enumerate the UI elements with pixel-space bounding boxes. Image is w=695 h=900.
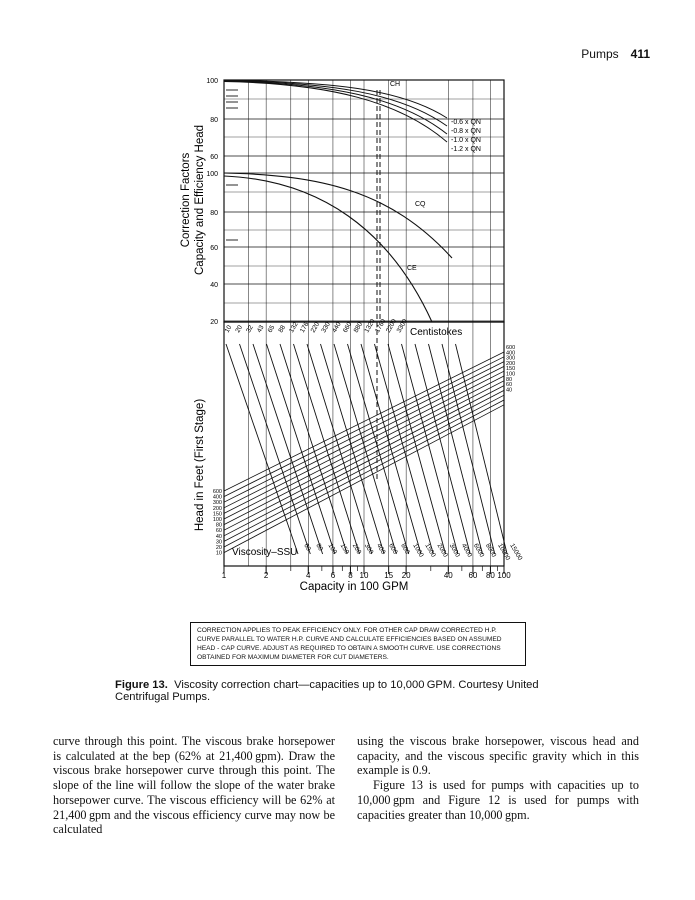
- body-column-left: [53, 734, 335, 837]
- x-tick-label: 100: [497, 571, 511, 580]
- centistokes-value: 65: [266, 324, 277, 334]
- head-tick-left: 150: [212, 511, 222, 518]
- figure-label: Figure 13.: [115, 679, 168, 691]
- centistokes-value: 330: [320, 321, 332, 334]
- ssu-value: 100: [326, 542, 338, 556]
- ssu-value: 400: [374, 542, 387, 556]
- x-tick-label: 8: [348, 571, 353, 580]
- flow-ratio-label: -0.8 x QN: [451, 128, 481, 135]
- figure-caption: [115, 679, 585, 703]
- centistokes-value: 10: [223, 324, 234, 334]
- cq-curve: [224, 173, 452, 258]
- top-ylabel-line2: Capacity and Efficiency Head: [194, 124, 206, 276]
- flow-ratio-label: -1.0 x QN: [451, 137, 481, 144]
- cq-curve-label: CQ: [415, 201, 426, 208]
- head-tick-right: 200: [506, 360, 516, 367]
- head-tick-left: 600: [212, 489, 222, 495]
- capacity-efficiency-tick: 100: [206, 171, 218, 178]
- centistokes-value: 440: [331, 321, 343, 334]
- x-tick-label: 20: [401, 571, 411, 580]
- centistokes-value: 3300: [395, 317, 409, 334]
- head-tick-left: 60: [215, 528, 222, 535]
- top-ylabel-line1: Correction Factors: [180, 152, 192, 248]
- centistokes-value: 1320: [363, 317, 377, 334]
- x-tick-label: 1: [221, 571, 227, 580]
- ssu-value: 2000: [435, 542, 449, 559]
- head-tick-left: 80: [215, 522, 222, 529]
- x-tick-label: 6: [330, 571, 336, 580]
- head-tick-left: 10: [215, 550, 222, 557]
- centistokes-value: 880: [352, 321, 365, 334]
- ssu-value: 1500: [423, 542, 437, 559]
- viscosity-line: [456, 344, 508, 554]
- viscosity-line: [415, 344, 470, 554]
- x-tick-label: 60: [468, 571, 478, 580]
- head-tick-right: 40: [506, 387, 513, 394]
- head-tick-left: 400: [212, 494, 222, 501]
- capacity-efficiency-tick: 80: [210, 210, 218, 217]
- head-tick-right: 600: [506, 345, 516, 351]
- capacity-efficiency-tick: 40: [210, 282, 218, 289]
- head-correction-tick: 100: [206, 78, 218, 85]
- centistokes-value: 20: [234, 324, 245, 334]
- chart-labels: [206, 78, 523, 580]
- body-paragraph: Figure 13 is used for pumps with capacities up to 10,000 gpm and Figure 12 is used for pumps with capacities greater than 10,000 gpm.: [357, 778, 639, 822]
- x-tick-label: 10: [359, 571, 369, 580]
- x-tick-label: 2: [263, 571, 269, 580]
- ce-curve: [224, 176, 432, 322]
- head-tick-right: 150: [506, 366, 516, 373]
- figure-caption-text: Viscosity correction chart—capacities up to 10,000 GPM. Courtesy United Centrifugal Pumps.: [115, 679, 539, 703]
- head-tick-left: 300: [212, 500, 222, 507]
- head-tick-right: 60: [506, 382, 513, 389]
- viscosity-line: [267, 344, 335, 554]
- centistokes-value: 132: [288, 321, 300, 334]
- ssu-value: 6000: [471, 542, 486, 559]
- centistokes-value: 88: [277, 324, 288, 334]
- viscosity-line: [253, 344, 323, 554]
- ssu-value: 800: [399, 542, 411, 556]
- viscosity-line: [294, 344, 360, 554]
- ssu-value: 15000: [508, 542, 524, 562]
- centistokes-value: 220: [309, 321, 322, 334]
- viscosity-line: [307, 344, 372, 554]
- viscosity-line: [280, 344, 347, 554]
- x-tick-label: 80: [485, 571, 495, 580]
- ssu-value: 80: [314, 542, 325, 553]
- centistokes-value: 32: [245, 324, 255, 334]
- head-tick-left: 30: [215, 539, 222, 546]
- ssu-value: 600: [387, 542, 399, 556]
- ssu-value: 200: [350, 542, 363, 556]
- centistokes-value: 660: [341, 321, 354, 334]
- ssu-value: 8000: [484, 542, 498, 559]
- body-paragraph: curve through this point. The viscous brake horsepower is calculated at the bep (62% at 21,400 gpm). Draw the viscous brake horsepower curve through this point. The slope of the line will follow the slope of the water brake horsepower curve. The viscous efficiency will be 62% at 21,400 gpm and the viscous efficiency curve may now be calculated: [53, 734, 335, 837]
- head-tick-left: 200: [212, 505, 222, 512]
- ch-curve: [224, 82, 447, 143]
- head-tick-left: 40: [215, 533, 222, 540]
- ssu-value: 60: [302, 542, 312, 553]
- head-correction-tick: 80: [210, 117, 218, 124]
- capacity-efficiency-tick: 60: [210, 245, 218, 252]
- running-header-section: Pumps: [581, 47, 619, 61]
- flow-ratio-label: -0.6 x QN: [451, 119, 481, 126]
- head-tick-right: 400: [506, 350, 516, 357]
- centistokes-value: 43: [255, 324, 266, 334]
- centistokes-value: 176: [298, 321, 311, 334]
- viscosity-line: [442, 344, 495, 554]
- ssu-value: 10000: [496, 542, 512, 562]
- bottom-ylabel: Head in Feet (First Stage): [194, 398, 206, 532]
- flow-ratio-label: -1.2 x QN: [451, 146, 481, 153]
- ssu-value: 1000: [411, 542, 425, 559]
- ssu-value: 300: [362, 542, 375, 556]
- x-tick-label: 40: [443, 571, 453, 580]
- correction-note: CORRECTION APPLIES TO PEAK EFFICIENCY ONLY. FOR OTHER CAP DRAW CORRECTED H.P. CURVE PARALLEL TO WATER H.P. CURVE AND CALCULATE EFFICIENCIES BASED ON ASSUMED HEAD - CAP CURVE. ADJUST AS REQUIRED TO OBTAIN A SMOOTH CURVE. USE CORRECTIONS OBTAINED FOR MAXIMUM DIAMETER FOR CUT DIAMETERS.: [190, 622, 526, 666]
- ssu-value: 4000: [459, 542, 474, 559]
- centistokes-label: Centistokes: [410, 327, 463, 338]
- capacity-efficiency-tick: 20: [210, 319, 218, 326]
- body-column-right: [357, 734, 639, 822]
- centistokes-value: 2200: [384, 317, 399, 334]
- head-correction-tick: 60: [210, 154, 218, 161]
- x-axis-label: Capacity in 100 GPM: [299, 581, 409, 593]
- viscosity-line: [334, 344, 396, 554]
- ce-curve-label: CE: [407, 265, 417, 272]
- viscosity-line: [226, 344, 298, 554]
- head-tick-left: 20: [215, 545, 222, 551]
- x-tick-label: 15: [384, 571, 394, 580]
- head-tick-right: 100: [506, 371, 516, 378]
- head-tick-right: 300: [506, 355, 516, 362]
- ssu-value: 3000: [447, 542, 461, 559]
- centistokes-value: 1760: [374, 317, 388, 334]
- viscosity-line: [375, 344, 434, 554]
- viscosity-line: [348, 344, 409, 554]
- body-paragraph: using the viscous brake horsepower, viscous head and capacity, and the viscous specific gravity which in this example is 0.9.: [357, 734, 639, 778]
- ch-curve-label: CH: [390, 81, 401, 88]
- x-tick-label: 4: [306, 571, 311, 580]
- ssu-value: 150: [338, 542, 351, 556]
- page-number: 411: [630, 47, 650, 61]
- head-tick-left: 100: [212, 517, 222, 523]
- ssu-label: Viscosity–SSU: [232, 547, 298, 558]
- head-tick-right: 80: [506, 376, 513, 383]
